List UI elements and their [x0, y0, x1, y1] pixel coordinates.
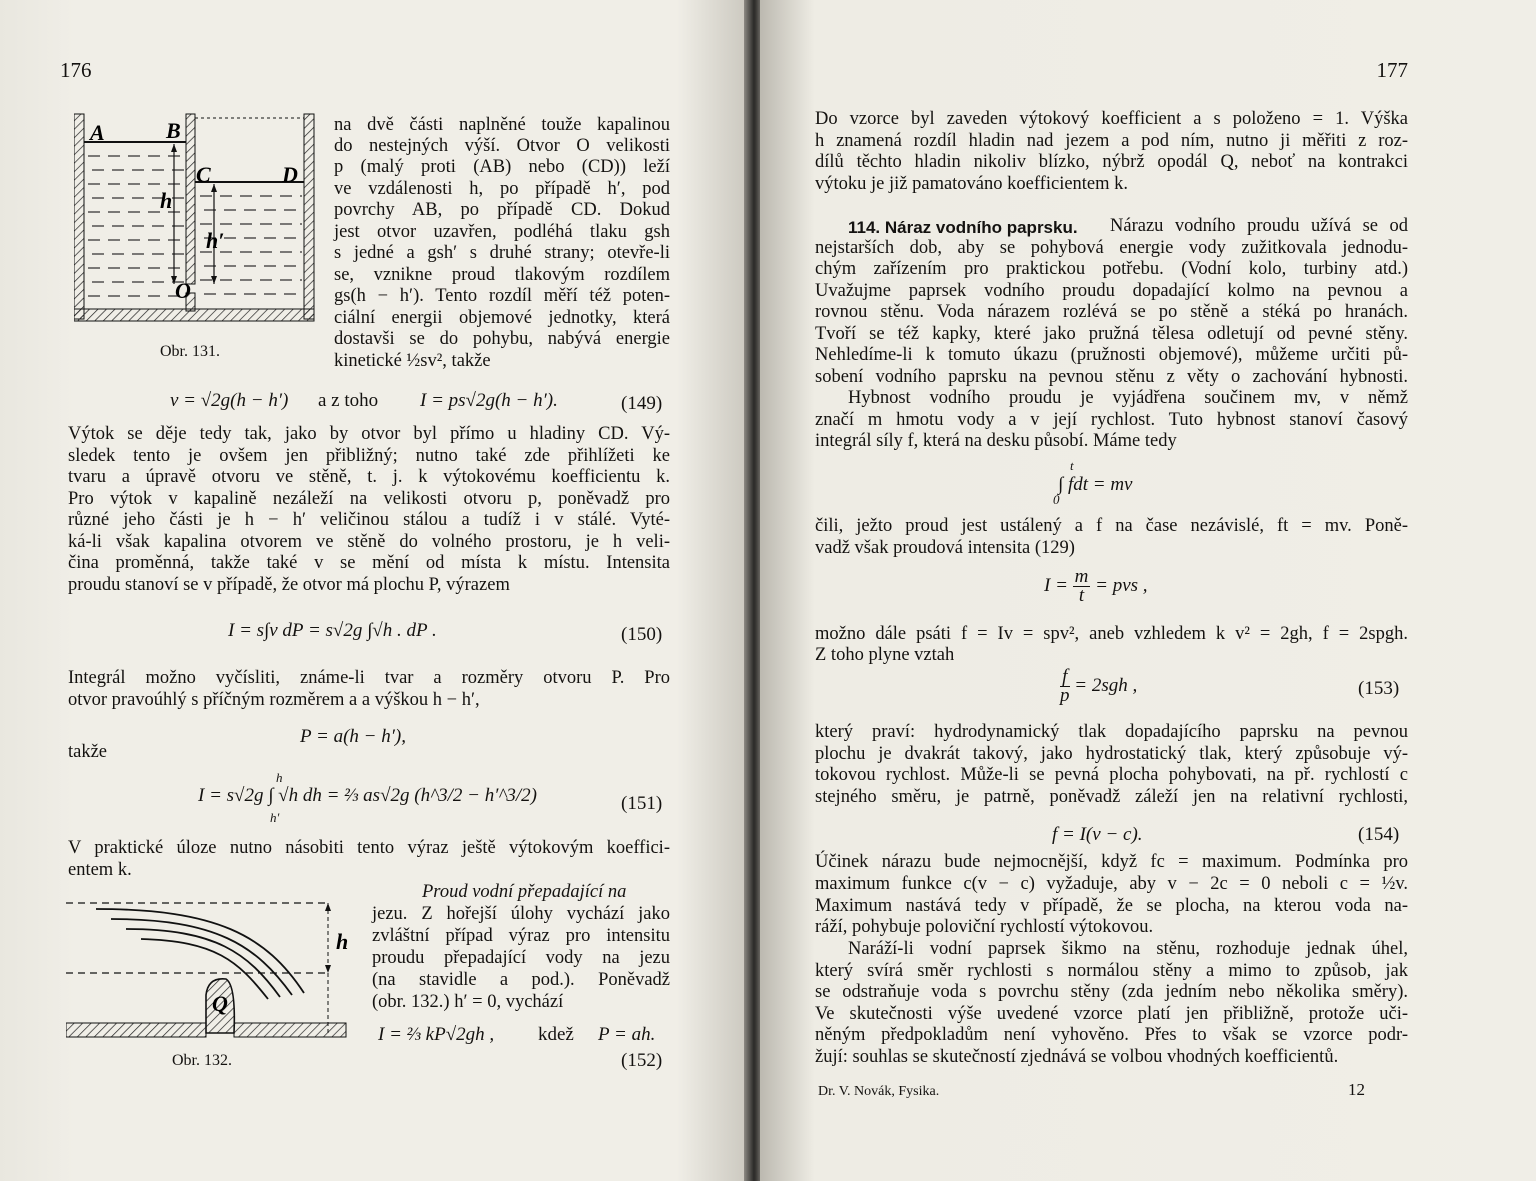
- eq-153: [1060, 668, 1137, 705]
- intro-line-1: na dvě části naplněné touže kapalinou: [334, 115, 670, 135]
- para153-line-3: tokovou rychlost. Může-li se pevná plocha pohybovati, na př. rychlostí c: [815, 765, 1408, 785]
- section-line-4: Uvažujme paprsek vodního proudu dopadající kolmo na pevnou a: [815, 281, 1408, 301]
- eq-int-upper-text: t: [1070, 458, 1074, 473]
- eq-151-upper-text: h: [276, 770, 283, 785]
- eq-152-right-text: P = ah.: [598, 1024, 656, 1045]
- page-number-left: 176: [60, 58, 92, 82]
- eq-150-number: (150): [621, 624, 663, 645]
- intro-line-7: s jedné a gsh′ s druhé strany; otevře-li: [334, 243, 670, 263]
- fig131-label-a: A: [90, 120, 105, 145]
- para151-line-2: entem k.: [68, 860, 132, 880]
- section-heading-114: 114. Náraz vodního paprsku.: [848, 218, 1078, 237]
- left-page: [0, 0, 752, 1181]
- section-line-8: sobení vodního paprsku na pevnou stěnu z věty o zachování hybnosti.: [815, 367, 1408, 387]
- last-line-6: žují: souhlas se skutečností zjednává se volbou vhodných koefficientů.: [815, 1047, 1339, 1067]
- eq-I-right: = pvs ,: [1095, 574, 1148, 596]
- eq-151: [198, 785, 537, 807]
- figure-132-weir: [66, 895, 356, 1045]
- para149-line-1: Výtok se děje tedy tak, jako by otvor byl přímo u hladiny CD. Vý-: [68, 424, 670, 444]
- hybnost-line-2: značí m hmotu vody a v její rychlost. Tuto hybnost stanoví časový: [815, 410, 1408, 430]
- weir-line-2: jezu. Z hořejší úlohy vychází jako: [372, 904, 670, 924]
- eq-int-lower-limit: [1053, 492, 1060, 508]
- takze-word: takže: [68, 742, 108, 762]
- footer-signature: 12: [1348, 1080, 1365, 1099]
- para154-line-2: maximum funkce c(v − c) vyžaduje, aby v − 2c = 0 neboli c = ½v.: [815, 874, 1408, 894]
- section-line-3: chým zařízením pro praktickou potřebu. (Vodní kolo, turbiny atd.): [815, 259, 1408, 279]
- eq-149-middle: a z toho: [318, 390, 379, 411]
- eq-151-number: (151): [621, 793, 663, 814]
- figure-131-vessel: [74, 112, 324, 342]
- intro-line-11: dostavši se do pohybu, nabývá energie: [334, 329, 670, 349]
- para149-line-7: čina proměnná, takže také v se mění od místa k místu. Intensita: [68, 553, 670, 573]
- eq-151-lower-text: h′: [270, 810, 280, 825]
- eq-149-right: [420, 390, 558, 412]
- eq-I-numerator: m: [1074, 566, 1089, 587]
- fig132-label-h: h: [336, 929, 349, 954]
- para150-line-1: Integrál možno vyčísliti, známe-li tvar a rozměry otvoru P. Pro: [68, 668, 670, 688]
- para153-line-2: plochu je dvakrát takový, jako hydrostatický tlak, který způsobuje vý-: [815, 744, 1408, 764]
- intro-line-10: ciální energii objemové jednotky, která: [334, 308, 670, 328]
- hybnost-line-1: Hybnost vodního proudu je vyjádřena součinem mv, v němž: [848, 388, 1408, 408]
- intro-line-9: gs(h − h′). Tento rozdíl měří též poten-: [334, 286, 670, 306]
- eq-153-denominator: p: [1060, 685, 1070, 706]
- p1-line-3: dílů těchto hladin nikoliv blízko, nýbrž opodál Q, neboť na kontrakci: [815, 152, 1408, 172]
- right-page: [760, 0, 1536, 1181]
- footer-author: Dr. V. Novák, Fysika.: [818, 1084, 940, 1099]
- eq-149-left: [170, 390, 288, 412]
- eq-int-lower-text: 0: [1053, 492, 1060, 507]
- eq-p: [300, 726, 406, 748]
- para153-line-1: který praví: hydrodynamický tlak dopadajícího paprsku na pevnou: [815, 722, 1408, 742]
- para149-line-8: proudu stanoví se v případě, že otvor má plochu P, výrazem: [68, 575, 510, 595]
- p1-line-4: výtoku je již pamatováno koefficientem k.: [815, 174, 1129, 194]
- eq-152-right: [598, 1024, 655, 1046]
- para150-line-2: otvor pravoúhlý s příčným rozměrem a a výškou h − h′,: [68, 690, 480, 710]
- intro-line-12: kinetické ½sv², takže: [334, 351, 491, 371]
- figure-131-caption: Obr. 131.: [160, 343, 220, 360]
- section-line-7: Nehledíme-li k tomuto úkazu (pružnosti objemové), můžeme určiti pů-: [815, 345, 1408, 365]
- eq-152: [378, 1024, 494, 1046]
- para154-line-3: Maximum nastává tedy v případě, že se plocha, na kterou voda na-: [815, 896, 1408, 916]
- eq-153-right: = 2sgh ,: [1074, 674, 1138, 696]
- last-line-1: Naráží-li vodní paprsek šikmo na stěnu, rozhoduje jednak úhel,: [848, 939, 1408, 959]
- intro-line-5: povrchy AB, po případě CD. Dokud: [334, 200, 670, 220]
- eq-p-text: P = a(h − h′),: [300, 726, 406, 747]
- eq-154: [1052, 824, 1143, 846]
- para154-line-4: ráží, pohybuje poloviční rychlostí výtokovou.: [815, 917, 1154, 937]
- section-line-2: nejstarších dob, aby se pohybová energie vody zužitkovala jednodu-: [815, 238, 1408, 258]
- para149-line-3: tvaru a úpravě otvoru ve stěně, t. j. k výtokovému koefficientu k.: [68, 467, 670, 487]
- para-I-line-1: možno dále psáti f = Iv = spv², aneb vzhledem k v² = 2gh, f = 2spgh.: [815, 624, 1408, 644]
- figure-132-caption: Obr. 132.: [172, 1052, 232, 1069]
- eq-149-right-text: I = ps√2g(h − h′).: [420, 390, 558, 411]
- eq-I: [1044, 568, 1148, 605]
- intro-line-6: jest otvor uzavřen, podléhá tlaku gsh: [334, 222, 670, 242]
- section-line-1: Nárazu vodního proudu užívá se od: [1110, 216, 1408, 236]
- eq-150: [228, 620, 437, 642]
- eq-int-upper-limit: [1070, 458, 1074, 474]
- eq-151-text: I = s√2g ∫ √h dh = ⅔ as√2g (h^3/2 − h′^3/2): [198, 785, 537, 806]
- eq-I-left: I =: [1044, 574, 1068, 596]
- section-line-6: Tvoří se též kapky, které jako pružná tělesa odletují od pevné stěny.: [815, 324, 1408, 344]
- eq-I-fraction: [1073, 568, 1091, 605]
- weir-line-5: (na stavidle a pod.). Poněvadž: [372, 970, 670, 990]
- fig131-label-h-prime: h′: [206, 228, 225, 253]
- para-int-line-2: vadž však proudová intensita (129): [815, 538, 1075, 558]
- weir-line-4: proudu přepadající vody na jezu: [372, 948, 670, 968]
- last-line-2: který svírá směr rychlosti s normálou stěny a mimo to způsob, jak: [815, 961, 1408, 981]
- eq-int-text: ∫ fdt = mv: [1058, 474, 1133, 495]
- eq-149-number: (149): [621, 393, 663, 414]
- eq-152-middle: kdež: [538, 1024, 574, 1045]
- eq-153-number: (153): [1358, 678, 1400, 699]
- para-int-line-1: čili, ježto proud jest ustálený a f na čase nezávislé, ft = mv. Poně-: [815, 516, 1408, 536]
- last-line-3: se odstraňuje voda s povrchu stěny (zda jedním nebo několika směry).: [815, 982, 1408, 1002]
- weir-line-6: (obr. 132.) h′ = 0, vychází: [372, 992, 564, 1012]
- fig131-label-b: B: [166, 118, 181, 143]
- intro-line-2: do nestejných výší. Otvor O velikosti: [334, 136, 670, 156]
- fig132-label-q: Q: [212, 991, 228, 1016]
- eq-152-number: (152): [621, 1050, 663, 1071]
- fig131-label-h: h: [160, 188, 173, 213]
- fig131-label-o: O: [175, 278, 191, 303]
- p1-line-2: h znamená rozdíl hladin nad jezem a pod ním, nutno ji měřiti z roz-: [815, 131, 1408, 151]
- last-line-5: něným předpokladům není vyhověno. Přes to však se vzorce podr-: [815, 1025, 1408, 1045]
- last-line-4: Ve skutečnosti výše uvedené vzorce platí jen přibližně, protože uči-: [815, 1004, 1408, 1024]
- para149-line-4: Pro výtok v kapalině nezáleží na velikosti otvoru p, poněvadž pro: [68, 489, 670, 509]
- hybnost-line-3: integrál síly f, která na desku působí. Máme tedy: [815, 431, 1177, 451]
- para149-line-5: různé jeho části je h − h′ veličinou stálou a tudíž i v stálé. Vyté-: [68, 510, 670, 530]
- para154-line-1: Účinek nárazu bude nejmocnější, když fc = maximum. Podmínka pro: [815, 852, 1408, 872]
- eq-149-left-text: v = √2g(h − h′): [170, 390, 289, 411]
- intro-line-4: ve vzdálenosti h, po případě h′, pod: [334, 179, 670, 199]
- para149-line-2: sledek tento je ovšem jen přibližný; nutno také zde přihlížeti ke: [68, 446, 670, 466]
- eq-153-fraction: [1060, 668, 1070, 705]
- eq-I-denominator: t: [1078, 585, 1085, 606]
- p1-line-1: Do vzorce byl zaveden výtokový koefficient a s položeno = 1. Výška: [815, 109, 1408, 129]
- intro-line-8: se, vznikne proud tlakovým rozdílem: [334, 265, 670, 285]
- eq-154-text: f = I(v − c).: [1052, 824, 1143, 845]
- para-I-line-2: Z toho plyne vztah: [815, 645, 955, 665]
- eq-153-numerator: f: [1062, 666, 1068, 687]
- eq-152-text: I = ⅔ kP√2gh ,: [378, 1024, 495, 1045]
- para153-line-4: stejného směru, je patrně, poněvadž záleží jen na relativní rychlosti,: [815, 787, 1408, 807]
- eq-int: [1058, 474, 1133, 496]
- intro-line-3: p (malý proti (AB) nebo (CD)) leží: [334, 157, 670, 177]
- weir-line-1: Proud vodní přepadající na: [422, 882, 627, 902]
- para151-line-1: V praktické úloze nutno násobiti tento výraz ještě výtokovým koeffici-: [68, 838, 670, 858]
- page-number-right: 177: [1376, 58, 1408, 82]
- eq-151-lower-limit: [270, 810, 279, 826]
- weir-line-3: zvláštní případ výraz pro intensitu: [372, 926, 670, 946]
- para149-line-6: ká-li však kapalina otvorem ve stěně do volného prostoru, je h veli-: [68, 532, 670, 552]
- eq-154-number: (154): [1358, 824, 1400, 845]
- eq-150-text: I = s∫v dP = s√2g ∫√h . dP .: [228, 620, 437, 641]
- eq-151-upper-limit: [276, 770, 283, 786]
- fig131-label-d: D: [282, 162, 298, 187]
- section-line-5: rovnou stěnu. Voda nárazem rozlévá se po stěně a stéká po hranách.: [815, 302, 1408, 322]
- fig131-label-c: C: [196, 162, 211, 187]
